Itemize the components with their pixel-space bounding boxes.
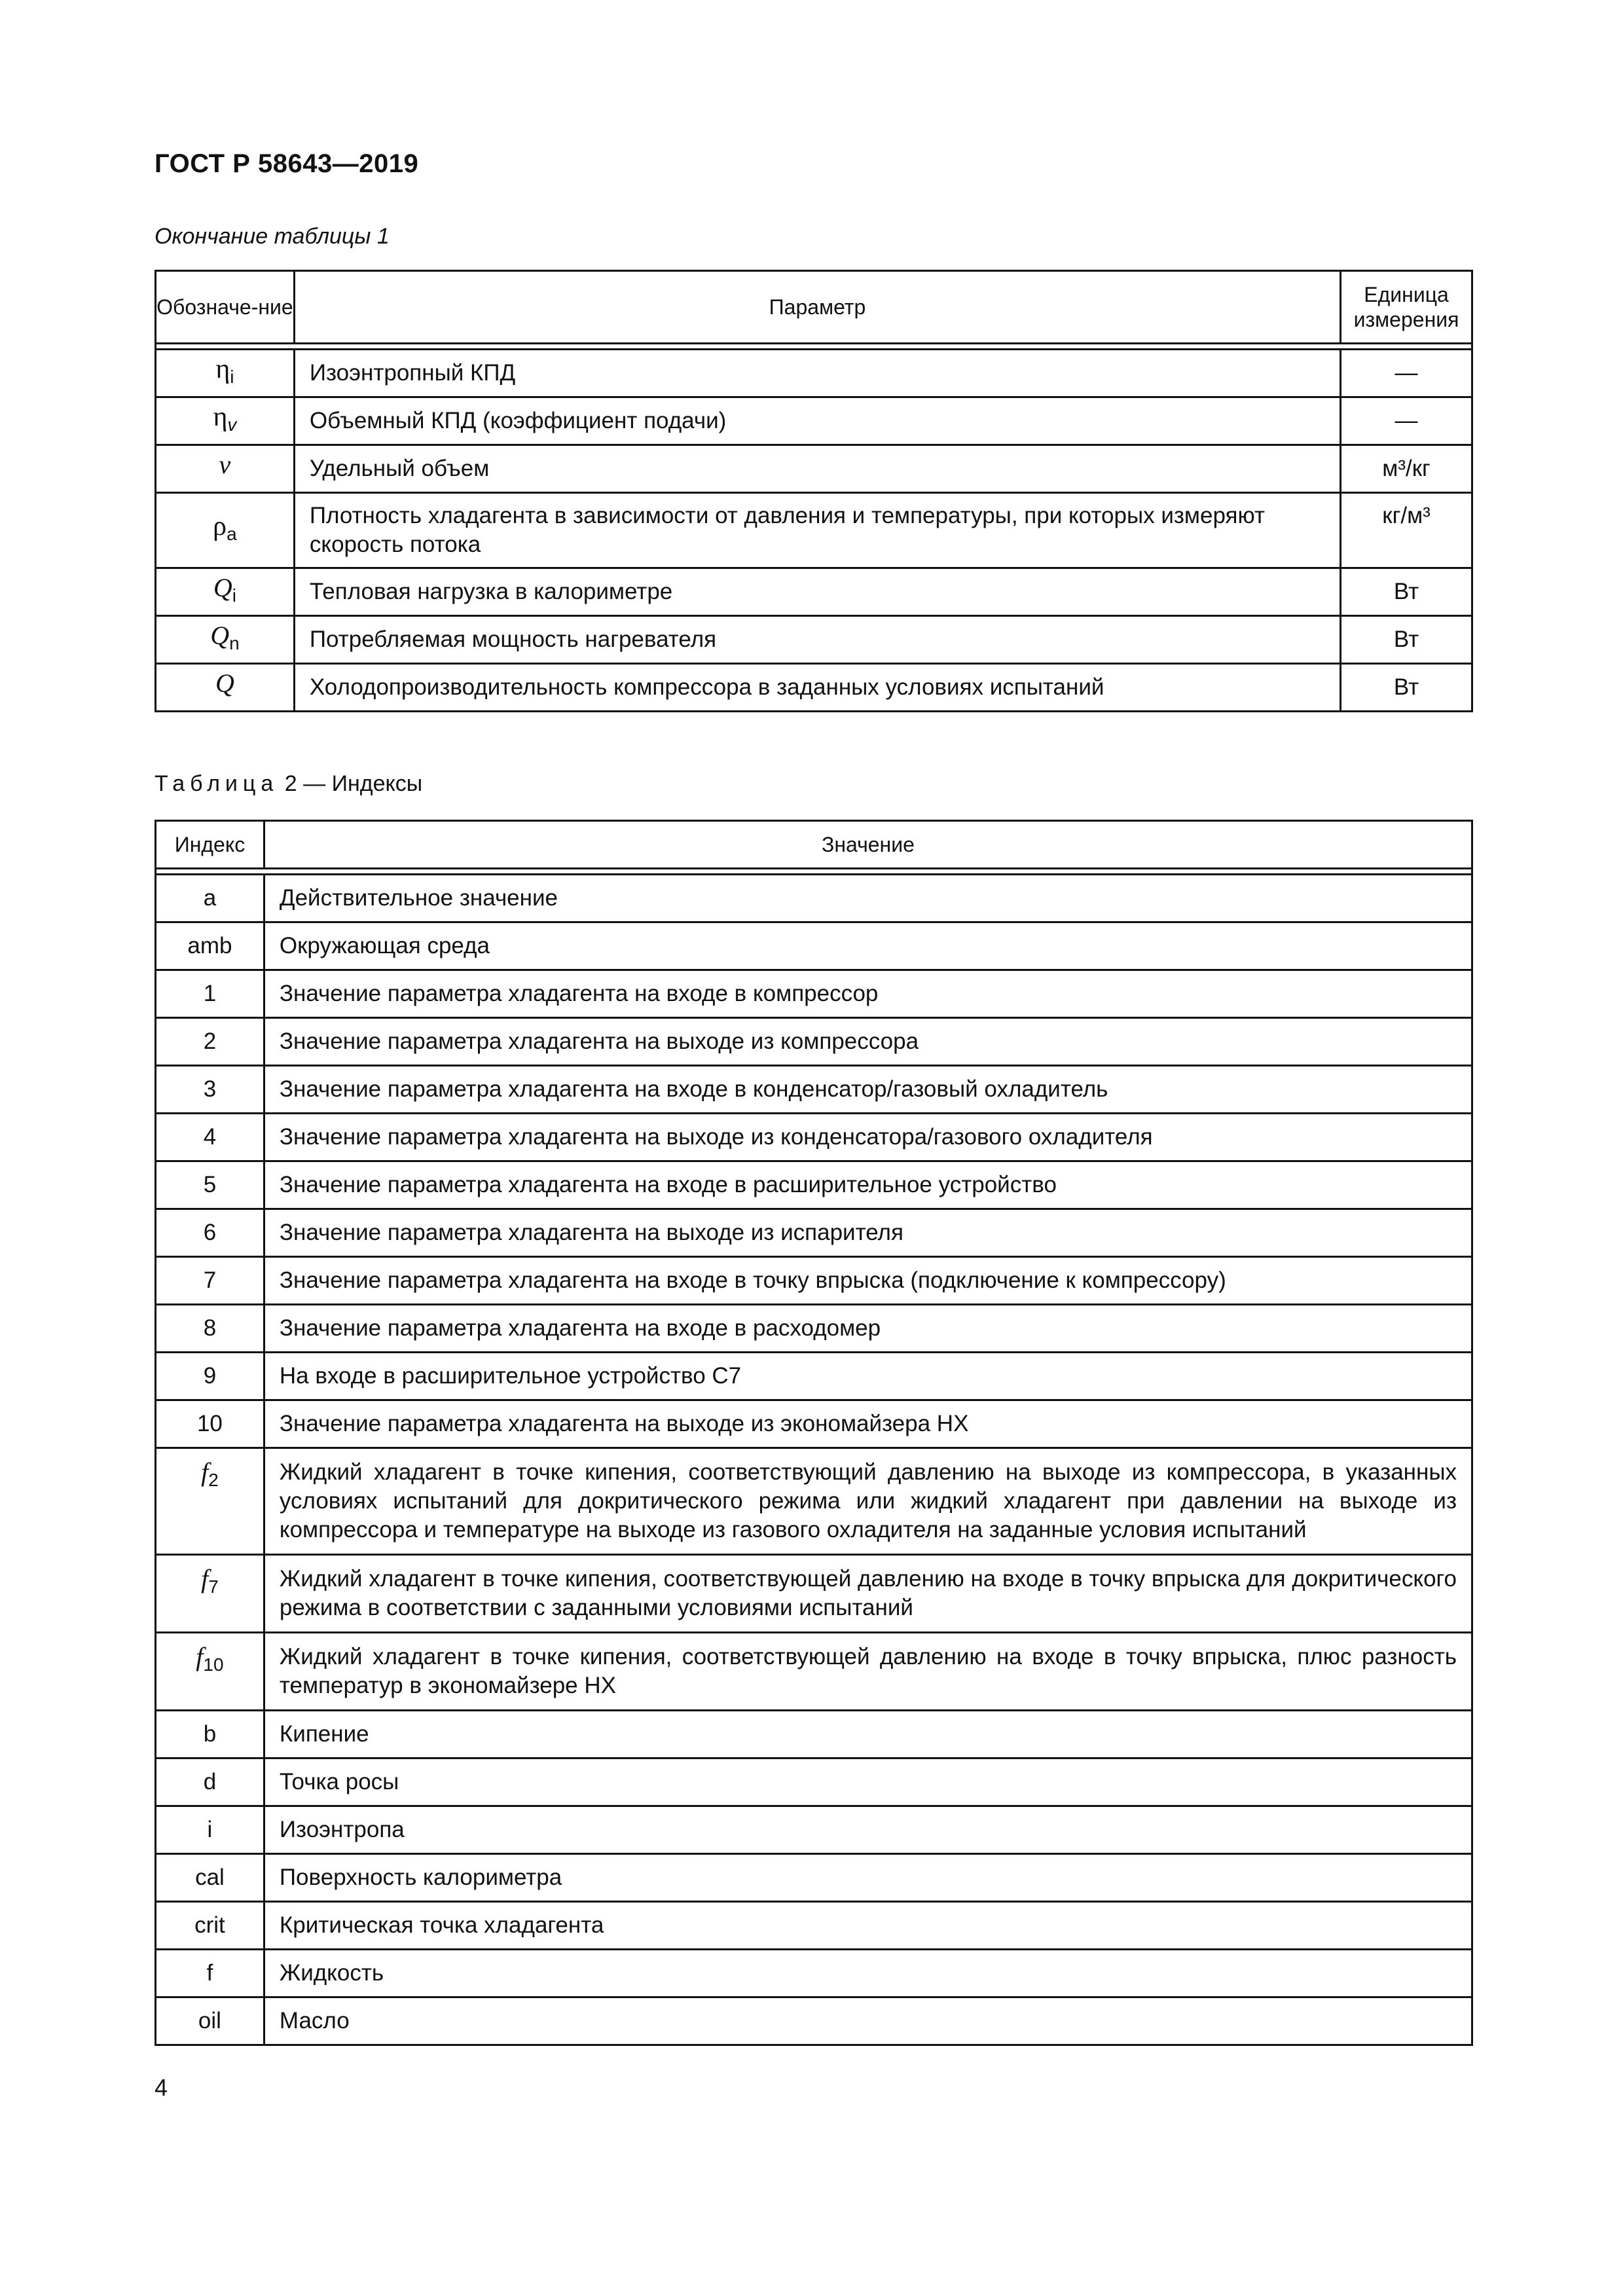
unit-cell: — <box>1341 350 1472 397</box>
symbol-main: η <box>213 402 228 432</box>
symbol-subscript: n <box>229 633 240 653</box>
parameter-cell: Плотность хладагента в зависимости от давления и температуры, при которых измеряют скорость потока <box>294 493 1340 568</box>
index-cell: crit <box>156 1902 264 1950</box>
index-cell: b <box>156 1711 264 1758</box>
table2-indices <box>155 820 1473 2046</box>
table-row <box>156 1305 1472 1353</box>
unit-cell: Вт <box>1341 664 1472 712</box>
index-cell: 1 <box>156 970 264 1018</box>
column-header-symbol: Обозначе-ние <box>156 271 295 344</box>
unit-cell: — <box>1341 397 1472 445</box>
index-main: f <box>201 1564 209 1594</box>
table-row <box>156 568 1472 616</box>
index-cell: 2 <box>156 1018 264 1066</box>
value-cell: Значение параметра хладагента на входе в расширительное устройство <box>264 1161 1472 1209</box>
table-row <box>156 445 1472 493</box>
table2-header-row <box>156 821 1472 869</box>
table-row <box>156 922 1472 970</box>
table-row <box>156 1018 1472 1066</box>
value-cell: Значение параметра хладагента на входе в точку впрыска (подключение к компрессору) <box>264 1257 1472 1305</box>
column-header-index: Индекс <box>156 821 264 869</box>
symbol-main: ρ <box>213 511 227 541</box>
value-cell: Кипение <box>264 1711 1472 1758</box>
value-cell: Значение параметра хладагента на выходе из конденсатора/газового охладителя <box>264 1114 1472 1161</box>
value-cell: На входе в расширительное устройство С7 <box>264 1353 1472 1400</box>
index-subscript: 2 <box>208 1470 219 1490</box>
value-cell: Изоэнтропа <box>264 1806 1472 1854</box>
table-row <box>156 1066 1472 1114</box>
index-cell: 5 <box>156 1161 264 1209</box>
unit-cell: кг/м³ <box>1341 493 1472 568</box>
symbol-cell <box>156 445 295 493</box>
value-cell: Окружающая среда <box>264 922 1472 970</box>
symbol-subscript: i <box>232 585 236 606</box>
parameter-cell: Объемный КПД (коэффициент подачи) <box>294 397 1340 445</box>
index-cell <box>156 1555 264 1633</box>
index-cell: cal <box>156 1854 264 1902</box>
value-cell: Масло <box>264 1997 1472 2045</box>
table-row <box>156 616 1472 664</box>
value-cell: Значение параметра хладагента на выходе из испарителя <box>264 1209 1472 1257</box>
value-cell: Значение параметра хладагента на выходе из компрессора <box>264 1018 1472 1066</box>
column-header-value: Значение <box>264 821 1472 869</box>
column-header-unit: Единица измерения <box>1341 271 1472 344</box>
table-row <box>156 970 1472 1018</box>
symbol-cell <box>156 616 295 664</box>
table-row <box>156 350 1472 397</box>
table1-header-row <box>156 271 1472 344</box>
symbol-cell <box>156 568 295 616</box>
index-cell: 4 <box>156 1114 264 1161</box>
symbol-main: Q <box>215 668 234 698</box>
value-cell: Жидкий хладагент в точке кипения, соответствующей давлению на входе в точку впрыска для докритического режима в соответствии с заданными условиями испытаний <box>264 1555 1472 1633</box>
table-row <box>156 664 1472 712</box>
value-cell: Жидкий хладагент в точке кипения, соответствующий давлению на выходе из компрессора, в указанных условиях испытаний для докритического режима или жидкий хладагент при давлении на выходе из компрессора и температуре на выходе из газового охладителя на заданные условия испытаний <box>264 1448 1472 1555</box>
index-cell: 3 <box>156 1066 264 1114</box>
table2-caption-title: 2 — Индексы <box>284 771 423 796</box>
symbol-main: Q <box>210 621 230 650</box>
value-cell: Значение параметра хладагента на входе в компрессор <box>264 970 1472 1018</box>
column-header-parameter: Параметр <box>294 271 1340 344</box>
table-row <box>156 1555 1472 1633</box>
symbol-subscript: v <box>227 414 237 435</box>
symbol-subscript: i <box>230 367 234 387</box>
table-row <box>156 1209 1472 1257</box>
table2-caption-label: Таблица <box>155 771 279 796</box>
unit-cell: м³/кг <box>1341 445 1472 493</box>
symbol-cell <box>156 493 295 568</box>
symbol-main: Q <box>213 573 232 602</box>
table-row <box>156 1161 1472 1209</box>
value-cell: Значение параметра хладагента на выходе из экономайзера НХ <box>264 1400 1472 1448</box>
index-cell: d <box>156 1758 264 1806</box>
index-subscript: 10 <box>203 1654 224 1675</box>
parameter-cell: Потребляемая мощность нагревателя <box>294 616 1340 664</box>
table1-caption: Окончание таблицы 1 <box>155 224 390 249</box>
value-cell: Значение параметра хладагента на входе в конденсатор/газовый охладитель <box>264 1066 1472 1114</box>
value-cell: Жидкость <box>264 1950 1472 1997</box>
parameter-cell: Удельный объем <box>294 445 1340 493</box>
unit-cell: Вт <box>1341 616 1472 664</box>
value-cell: Точка росы <box>264 1758 1472 1806</box>
table2-caption <box>155 771 422 797</box>
table-row <box>156 397 1472 445</box>
page-number: 4 <box>155 2074 168 2101</box>
index-cell: oil <box>156 1997 264 2045</box>
index-cell: a <box>156 875 264 922</box>
index-subscript: 7 <box>208 1576 219 1597</box>
parameter-cell: Изоэнтропный КПД <box>294 350 1340 397</box>
table-row <box>156 1806 1472 1854</box>
index-cell: amb <box>156 922 264 970</box>
value-cell: Критическая точка хладагента <box>264 1902 1472 1950</box>
index-cell <box>156 1448 264 1555</box>
value-cell: Действительное значение <box>264 875 1472 922</box>
unit-cell: Вт <box>1341 568 1472 616</box>
index-cell: i <box>156 1806 264 1854</box>
document-title: ГОСТ Р 58643—2019 <box>155 149 419 178</box>
table-row <box>156 1257 1472 1305</box>
index-main: f <box>196 1642 204 1671</box>
symbol-cell <box>156 350 295 397</box>
index-cell: 9 <box>156 1353 264 1400</box>
symbol-cell <box>156 664 295 712</box>
table-row <box>156 1633 1472 1711</box>
parameter-cell: Холодопроизводительность компрессора в заданных условиях испытаний <box>294 664 1340 712</box>
index-cell: 8 <box>156 1305 264 1353</box>
index-cell: 7 <box>156 1257 264 1305</box>
symbol-main: v <box>219 450 231 479</box>
table-row <box>156 1114 1472 1161</box>
value-cell: Значение параметра хладагента на входе в расходомер <box>264 1305 1472 1353</box>
index-cell: 10 <box>156 1400 264 1448</box>
index-cell: f <box>156 1950 264 1997</box>
table-row <box>156 1400 1472 1448</box>
table-row <box>156 1448 1472 1555</box>
table-row <box>156 1353 1472 1400</box>
table-row <box>156 1902 1472 1950</box>
table1-symbols <box>155 270 1473 712</box>
table-row <box>156 1854 1472 1902</box>
table-row <box>156 493 1472 568</box>
parameter-cell: Тепловая нагрузка в калориметре <box>294 568 1340 616</box>
value-cell: Поверхность калориметра <box>264 1854 1472 1902</box>
value-cell: Жидкий хладагент в точке кипения, соответствующей давлению на входе в точку впрыска, плюс разность температур в экономайзере НХ <box>264 1633 1472 1711</box>
table-row <box>156 1711 1472 1758</box>
index-main: f <box>201 1457 209 1487</box>
table-row <box>156 1950 1472 1997</box>
symbol-subscript: a <box>227 524 237 544</box>
table-row <box>156 1997 1472 2045</box>
index-cell <box>156 1633 264 1711</box>
symbol-cell <box>156 397 295 445</box>
symbol-main: η <box>215 354 230 384</box>
index-cell: 6 <box>156 1209 264 1257</box>
table-row <box>156 1758 1472 1806</box>
table-row <box>156 875 1472 922</box>
